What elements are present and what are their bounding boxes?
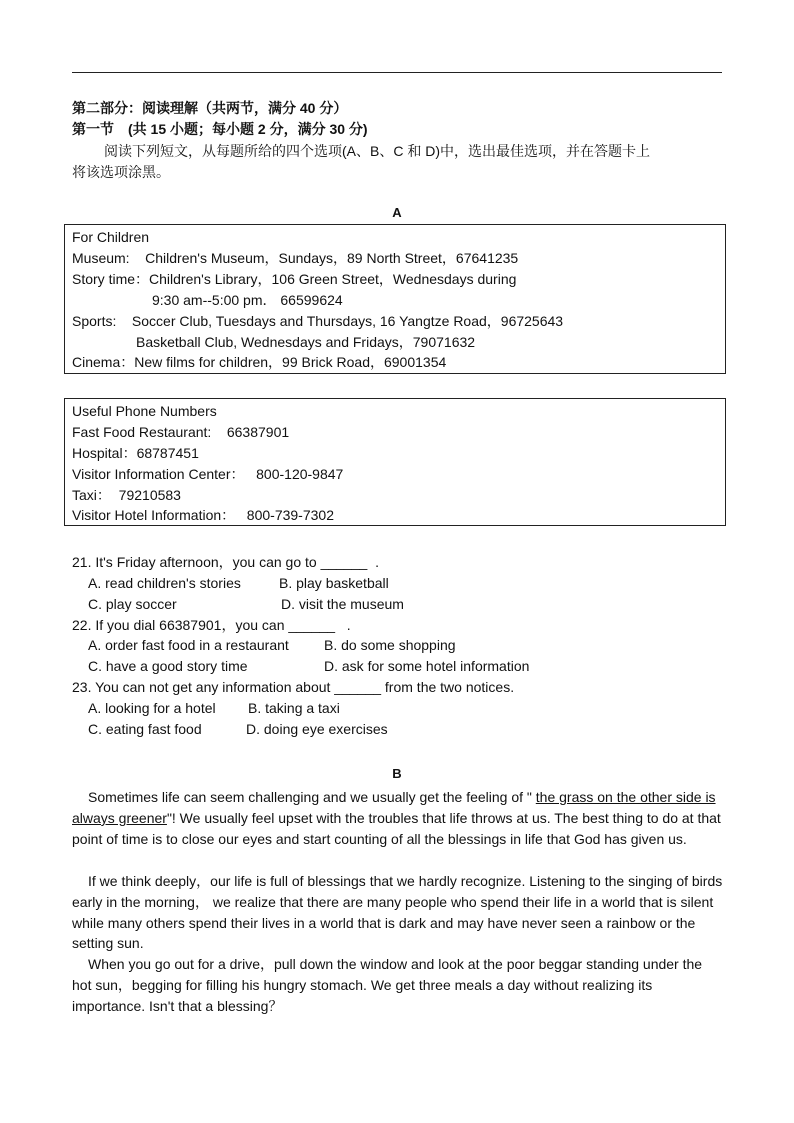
notice-title: For Children — [72, 229, 150, 245]
question-22-option-a[interactable]: A. order fast food in a restaurant — [88, 637, 289, 653]
passage-b-label: B — [392, 766, 402, 781]
hospital-number: Hospital：68787451 — [72, 445, 199, 461]
part-title: 第二部分：阅读理解（共两节，满分 40 分） — [72, 100, 348, 116]
question-22-stem: 22. If you dial 66387901，you can ______ . — [72, 617, 351, 633]
passage-b-paragraph-2 — [72, 871, 724, 954]
top-rule — [72, 72, 722, 73]
paragraph-2-text: If we think deeply，our life is full of blessings that we hardly recognize. Listening to the singing of birds early in the morning， we realize that there are many people who spend their life in a world that is silent while many others spend their lives in a world that is dark and may have never seen a rainbow or the setting sun. — [72, 873, 723, 952]
underlined-phrase: the grass on the other side is always greener — [72, 789, 716, 826]
question-23-option-a[interactable]: A. looking for a hotel — [88, 700, 216, 716]
question-23-option-c[interactable]: C. eating fast food — [88, 721, 202, 737]
question-23-option-d[interactable]: D. doing eye exercises — [246, 721, 388, 737]
phone-numbers-notice — [64, 398, 726, 526]
hotel-info-number: Visitor Hotel Information： 800-739-7302 — [72, 507, 334, 523]
question-21-option-d[interactable]: D. visit the museum — [281, 596, 404, 612]
cinema-info: Cinema：New films for children，99 Brick Road，69001354 — [72, 354, 447, 370]
question-22-option-d[interactable]: D. ask for some hotel information — [324, 658, 530, 674]
paragraph-1-end: "! We usually feel upset with the troubles that life throws at us. The best thing to do at that point of time is to close our eyes and start counting of all the blessings in life that God has given us. — [72, 809, 721, 847]
passage-b-paragraph-1 — [72, 787, 724, 849]
question-23-option-b[interactable]: B. taking a taxi — [248, 700, 340, 716]
visitor-center-number: Visitor Information Center： 800-120-9847 — [72, 466, 344, 482]
section-title: 第一节 (共 15 小题；每小题 2 分，满分 30 分) — [72, 121, 368, 137]
question-21-option-b[interactable]: B. play basketball — [279, 575, 389, 591]
instructions-line-1: 阅读下列短文，从每题所给的四个选项(A、B、C 和 D)中，选出最佳选项，并在答题卡上 — [104, 143, 650, 159]
passage-a-label: A — [392, 205, 402, 220]
question-22-option-b[interactable]: B. do some shopping — [324, 637, 456, 653]
story-time-hours: 9:30 am--5:00 pm． 66599624 — [152, 292, 343, 308]
fast-food-number: Fast Food Restaurant: 66387901 — [72, 424, 290, 440]
soccer-club-info: Sports: Soccer Club, Tuesdays and Thursdays, 16 Yangtze Road，96725643 — [72, 313, 564, 329]
instructions-line-2: 将该选项涂黑。 — [72, 164, 170, 180]
for-children-notice — [64, 224, 726, 374]
taxi-number: Taxi： 79210583 — [72, 487, 181, 503]
story-time-info: Story time：Children's Library，106 Green Street，Wednesdays during — [72, 271, 517, 287]
museum-info: Museum: Children's Museum，Sundays，89 North Street，67641235 — [72, 250, 519, 266]
basketball-club-info: Basketball Club, Wednesdays and Fridays，79071632 — [136, 334, 476, 350]
paragraph-3-text: When you go out for a drive，pull down the window and look at the poor beggar standing under the hot sun，begging for filling his hungry stomach. We get three meals a day without realizing its importance. Isn't that a blessing？ — [72, 956, 703, 1014]
passage-b-paragraph-3 — [72, 954, 724, 1016]
question-21-stem: 21. It's Friday afternoon，you can go to ______ . — [72, 554, 379, 570]
question-21-option-a[interactable]: A. read children's stories — [88, 575, 241, 591]
question-21-option-c[interactable]: C. play soccer — [88, 596, 177, 612]
question-23-stem: 23. You can not get any information about ______ from the two notices. — [72, 679, 515, 695]
question-22-option-c[interactable]: C. have a good story time — [88, 658, 248, 674]
notice-title: Useful Phone Numbers — [72, 403, 217, 419]
paragraph-1-start: Sometimes life can seem challenging and we usually get the feeling of " — [88, 789, 536, 805]
